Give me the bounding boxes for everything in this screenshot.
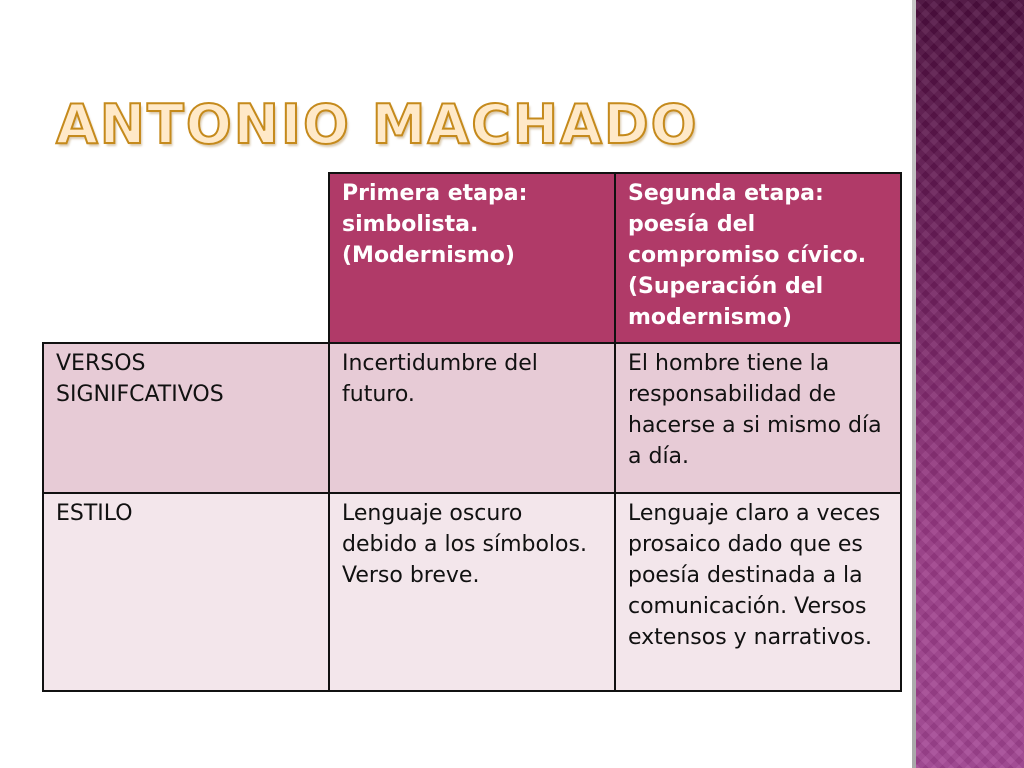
table-cell: Lenguaje oscuro debido a los símbolos. Verso breve. [329,493,615,691]
table-row [43,493,901,691]
header-primera-etapa: Primera etapa: simbolista. (Modernismo) [329,173,615,343]
decorative-side-band [912,0,1024,768]
table-cell: Incertidumbre del futuro. [329,343,615,493]
slide-title: ANTONIO MACHADO [56,93,699,156]
row-label-versos: VERSOS SIGNIFCATIVOS [43,343,329,493]
table-row [43,343,901,493]
table-cell: El hombre tiene la responsabilidad de hacerse a si mismo día a día. [615,343,901,493]
side-band-edge [912,0,916,768]
comparison-table [42,172,902,692]
row-label-estilo: ESTILO [43,493,329,691]
table-cell: Lenguaje claro a veces prosaico dado que es poesía destinada a la comunicación. Versos extensos y narrativos. [615,493,901,691]
table-corner-cell [43,173,329,343]
header-segunda-etapa: Segunda etapa: poesía del compromiso cívico. (Superación del modernismo) [615,173,901,343]
table-header-row [43,173,901,343]
